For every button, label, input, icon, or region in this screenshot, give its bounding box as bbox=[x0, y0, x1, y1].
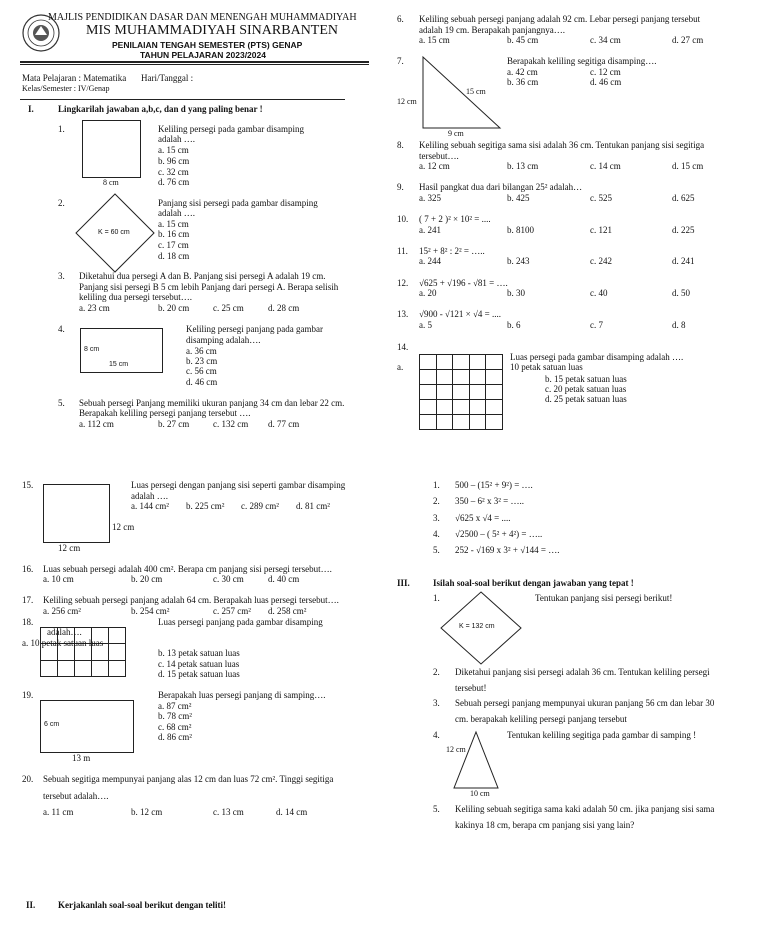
q14-option-b[interactable]: b. 15 petak satuan luas bbox=[545, 374, 627, 384]
s2-item-3-num: 3. bbox=[433, 513, 440, 523]
q17-num: 17. bbox=[22, 595, 34, 605]
q17-text1: Keliling sebuah persegi panjang adalah 64 cm. Berapakah luas persegi tersebut…. bbox=[43, 595, 339, 605]
q3-option-b[interactable]: b. 20 cm bbox=[158, 303, 190, 313]
q7-fig-hyp: 15 cm bbox=[466, 87, 486, 96]
q8-option-b[interactable]: b. 13 cm bbox=[507, 161, 539, 171]
q13-num: 13. bbox=[397, 309, 409, 319]
q6-option-b[interactable]: b. 45 cm bbox=[507, 35, 539, 45]
q14-option-d[interactable]: d. 25 petak satuan luas bbox=[545, 394, 627, 404]
q10-num: 10. bbox=[397, 214, 409, 224]
q3-num: 3. bbox=[58, 271, 65, 281]
q10-expr: ( 7 + 2 )² × 10² = .... bbox=[419, 214, 491, 224]
s2-item-4-expr: √2500 – ( 5² + 4²) = ….. bbox=[455, 529, 543, 539]
q1-square-figure bbox=[82, 120, 141, 178]
q12-option-b[interactable]: b. 30 bbox=[507, 288, 525, 298]
q8-option-a[interactable]: a. 12 cm bbox=[419, 161, 450, 171]
q15-text1: Luas persegi dengan panjang sisi seperti gambar disamping bbox=[131, 480, 346, 490]
q4-num: 4. bbox=[58, 324, 65, 334]
s3q4-triangle-figure bbox=[453, 731, 499, 789]
q14-a-label: a. bbox=[397, 362, 404, 372]
q20-text1: Sebuah segitiga mempunyai panjang alas 12 cm dan luas 72 cm². Tinggi segitiga bbox=[43, 774, 334, 784]
q12-option-a[interactable]: a. 20 bbox=[419, 288, 437, 298]
q2-text2: adalah …. bbox=[158, 208, 195, 218]
s2-item-5-num: 5. bbox=[433, 545, 440, 555]
q9-option-a[interactable]: a. 325 bbox=[419, 193, 441, 203]
q9-option-c[interactable]: c. 525 bbox=[590, 193, 612, 203]
q4-text2: disamping adalah…. bbox=[186, 335, 261, 345]
q16-option-a[interactable]: a. 10 cm bbox=[43, 574, 74, 584]
s3q5-num: 5. bbox=[433, 804, 440, 814]
q20-text2: tersebut adalah…. bbox=[43, 791, 109, 801]
q12-expr: √625 + √196 - √81 = …. bbox=[419, 278, 508, 288]
q20-option-a[interactable]: a. 11 cm bbox=[43, 807, 74, 817]
q2-fig-label: K = 60 cm bbox=[98, 229, 130, 236]
s2-item-1-num: 1. bbox=[433, 480, 440, 490]
q1-option-a[interactable]: a. 15 cm bbox=[158, 145, 189, 155]
q13-option-a[interactable]: a. 5 bbox=[419, 320, 432, 330]
q9-option-b[interactable]: b. 425 bbox=[507, 193, 530, 203]
section2-num: II. bbox=[26, 900, 36, 910]
q12-option-c[interactable]: c. 40 bbox=[590, 288, 608, 298]
s3q3-text1: Sebuah persegi panjang mempunyai ukuran panjang 56 cm dan lebar 30 bbox=[455, 698, 715, 708]
q2-option-b[interactable]: b. 16 cm bbox=[158, 229, 190, 239]
q7-num: 7. bbox=[397, 56, 404, 66]
section3-num: III. bbox=[397, 578, 410, 588]
info-mapel: Mata Pelajaran : Matematika bbox=[22, 73, 127, 83]
q7-fig-w: 9 cm bbox=[448, 129, 464, 138]
s2-item-1-expr: 500 – (15² + 9²) = …. bbox=[455, 480, 533, 490]
s3q5-text2: kakinya 18 cm, berapa cm panjang sisi yang lain? bbox=[455, 820, 635, 830]
q16-option-c[interactable]: c. 30 cm bbox=[213, 574, 244, 584]
s2-item-3-expr: √625 x √4 = .... bbox=[455, 513, 511, 523]
s3q2-text1: Diketahui panjang sisi persegi adalah 36 cm. Tentukan keliling persegi bbox=[455, 667, 710, 677]
q5-text1: Sebuah persegi Panjang memiliki ukuran panjang 34 cm dan lebar 22 cm. bbox=[79, 398, 345, 408]
q18-option-a[interactable]: a. 10 petak satuan luas bbox=[22, 638, 104, 648]
q6-option-d[interactable]: d. 27 cm bbox=[672, 35, 704, 45]
q4-option-d[interactable]: d. 46 cm bbox=[186, 377, 218, 387]
q9-option-d[interactable]: d. 625 bbox=[672, 193, 695, 203]
q16-option-b[interactable]: b. 20 cm bbox=[131, 574, 163, 584]
q18-option-c[interactable]: c. 14 petak satuan luas bbox=[158, 659, 240, 669]
q1-num: 1. bbox=[58, 124, 65, 134]
q15-option-a[interactable]: a. 144 cm² bbox=[131, 501, 169, 511]
s3q4-num: 4. bbox=[433, 730, 440, 740]
s3q4-text: Tentukan keliling segitiga pada gambar di samping ! bbox=[507, 730, 697, 740]
q19-fig-h: 6 cm bbox=[44, 721, 60, 728]
info-kelas: Kelas/Semester : IV/Genap bbox=[22, 84, 110, 93]
info-rule bbox=[20, 99, 345, 100]
q5-option-c[interactable]: c. 132 cm bbox=[213, 419, 249, 429]
q1-text1: Keliling persegi pada gambar disamping bbox=[158, 124, 304, 134]
s3q5-text1: Keliling sebuah segitiga sama kaki adalah 50 cm. jika panjang sisi sama bbox=[455, 804, 715, 814]
q5-option-a[interactable]: a. 112 cm bbox=[79, 419, 114, 429]
q11-option-a[interactable]: a. 244 bbox=[419, 256, 441, 266]
q2-option-a[interactable]: a. 15 cm bbox=[158, 219, 189, 229]
q20-option-b[interactable]: b. 12 cm bbox=[131, 807, 163, 817]
q9-num: 9. bbox=[397, 182, 404, 192]
q2-option-c[interactable]: c. 17 cm bbox=[158, 240, 189, 250]
q8-text1: Keliling sebuah segitiga sama sisi adalah 36 cm. Tentukan panjang sisi segitiga bbox=[419, 140, 705, 150]
q8-text2: tersebut…. bbox=[419, 151, 459, 161]
q15-num: 15. bbox=[22, 480, 34, 490]
q4-option-a[interactable]: a. 36 cm bbox=[186, 346, 217, 356]
q11-option-b[interactable]: b. 243 bbox=[507, 256, 530, 266]
q5-option-d[interactable]: d. 77 cm bbox=[268, 419, 300, 429]
q3-text2: Panjang sisi persegi B 5 cm lebih Panjang dari persegi A. Berapa selisih bbox=[79, 282, 339, 292]
header-org: MAJLIS PENDIDIKAN DASAR DAN MENENGAH MUHAMMADIYAH bbox=[48, 12, 357, 23]
header-year: TAHUN PELAJARAN 2023/2024 bbox=[140, 50, 266, 60]
q8-num: 8. bbox=[397, 140, 404, 150]
q19-text1: Berapakah luas persegi panjang di samping…. bbox=[158, 690, 326, 700]
q18-option-d[interactable]: d. 15 petak satuan luas bbox=[158, 669, 240, 679]
q14-text1: Luas persegi pada gambar disamping adalah …. bbox=[510, 352, 684, 362]
q4-fig-w: 15 cm bbox=[109, 361, 129, 368]
q15-option-d[interactable]: d. 81 cm² bbox=[296, 501, 330, 511]
header-rule bbox=[20, 61, 369, 63]
s3q2-num: 2. bbox=[433, 667, 440, 677]
q15-fig-w: 12 cm bbox=[58, 543, 81, 553]
q15-square-figure bbox=[43, 484, 110, 543]
s3q2-text2: tersebut! bbox=[455, 683, 487, 693]
q2-option-d[interactable]: d. 18 cm bbox=[158, 251, 190, 261]
q2-num: 2. bbox=[58, 198, 65, 208]
q11-option-c[interactable]: c. 242 bbox=[590, 256, 612, 266]
q7-option-d[interactable]: d. 46 cm bbox=[590, 77, 622, 87]
q18-num: 18. bbox=[22, 617, 34, 627]
q10-option-b[interactable]: b. 8100 bbox=[507, 225, 534, 235]
q19-option-a[interactable]: a. 87 cm² bbox=[158, 701, 192, 711]
q11-expr: 15² + 8² : 2² = ….. bbox=[419, 246, 485, 256]
q19-num: 19. bbox=[22, 690, 34, 700]
q8-option-c[interactable]: c. 14 cm bbox=[590, 161, 621, 171]
q18-option-b[interactable]: b. 13 petak satuan luas bbox=[158, 648, 240, 658]
q7-option-b[interactable]: b. 36 cm bbox=[507, 77, 539, 87]
header-exam: PENILAIAN TENGAH SEMESTER (PTS) GENAP bbox=[112, 40, 303, 50]
info-tanggal: Hari/Tanggal : bbox=[141, 73, 194, 83]
q11-num: 11. bbox=[397, 246, 408, 256]
header-school: MIS MUHAMMADIYAH SINARBANTEN bbox=[86, 23, 339, 38]
q1-option-b[interactable]: b. 96 cm bbox=[158, 156, 190, 166]
section1-title: Lingkarilah jawaban a,b,c, dan d yang paling benar ! bbox=[58, 104, 263, 114]
q4-option-b[interactable]: b. 23 cm bbox=[186, 356, 218, 366]
q2-text1: Panjang sisi persegi pada gambar disamping bbox=[158, 198, 318, 208]
q16-num: 16. bbox=[22, 564, 34, 574]
s3q1-text: Tentukan panjang sisi persegi berikut! bbox=[535, 593, 673, 603]
q11-option-d[interactable]: d. 241 bbox=[672, 256, 695, 266]
q13-option-d[interactable]: d. 8 bbox=[672, 320, 686, 330]
q14-num: 14. bbox=[397, 342, 409, 352]
q5-num: 5. bbox=[58, 398, 65, 408]
q3-option-d[interactable]: d. 28 cm bbox=[268, 303, 300, 313]
q5-text2: Berapakah keliling persegi panjang tersebut …. bbox=[79, 408, 251, 418]
q8-option-d[interactable]: d. 15 cm bbox=[672, 161, 704, 171]
q10-option-c[interactable]: c. 121 bbox=[590, 225, 612, 235]
q3-text1: Diketahui dua persegi A dan B. Panjang sisi persegi A adalah 19 cm. bbox=[79, 271, 326, 281]
q18-text1: Luas persegi panjang pada gambar disamping bbox=[158, 617, 323, 627]
q1-fig-label: 8 cm bbox=[103, 178, 119, 187]
q6-num: 6. bbox=[397, 14, 404, 24]
s3q1-num: 1. bbox=[433, 593, 440, 603]
q16-option-d[interactable]: d. 40 cm bbox=[268, 574, 300, 584]
q19-option-b[interactable]: b. 78 cm² bbox=[158, 711, 192, 721]
s2-item-2-num: 2. bbox=[433, 496, 440, 506]
q6-option-a[interactable]: a. 15 cm bbox=[419, 35, 450, 45]
q15-text2: adalah …. bbox=[131, 491, 168, 501]
s2-item-4-num: 4. bbox=[433, 529, 440, 539]
q4-text1: Keliling persegi panjang pada gambar bbox=[186, 324, 323, 334]
q7-triangle-figure bbox=[422, 56, 502, 130]
q18-text2: adalah…. bbox=[47, 627, 82, 637]
section3-title: Isilah soal-soal berikut dengan jawaban yang tepat ! bbox=[433, 578, 634, 588]
q20-option-d[interactable]: d. 14 cm bbox=[276, 807, 308, 817]
q3-text3: keliling dua persegi tersebut…. bbox=[79, 292, 192, 302]
header-rule-thin bbox=[20, 64, 369, 65]
q3-option-a[interactable]: a. 23 cm bbox=[79, 303, 110, 313]
q6-text1: Keliling sebuah persegi panjang adalah 92 cm. Lebar persegi panjang tersebut bbox=[419, 14, 701, 24]
q17-option-b[interactable]: b. 254 cm² bbox=[131, 606, 170, 616]
q15-option-b[interactable]: b. 225 cm² bbox=[186, 501, 225, 511]
q17-option-c[interactable]: c. 257 cm² bbox=[213, 606, 251, 616]
q7-option-a[interactable]: a. 42 cm bbox=[507, 67, 538, 77]
q6-option-c[interactable]: c. 34 cm bbox=[590, 35, 621, 45]
q7-text1: Berapakah keliling segitiga disamping…. bbox=[507, 56, 657, 66]
q13-expr: √900 - √121 × √4 = .... bbox=[419, 309, 501, 319]
s2-item-2-expr: 350 – 6² x 3² = ….. bbox=[455, 496, 524, 506]
q9-text1: Hasil pangkat dua dari bilangan 25² adalah… bbox=[419, 182, 583, 192]
q17-option-d[interactable]: d. 258 cm² bbox=[268, 606, 307, 616]
q14-option-c[interactable]: c. 20 petak satuan luas bbox=[545, 384, 627, 394]
q1-option-c[interactable]: c. 32 cm bbox=[158, 167, 189, 177]
q14-option-a[interactable]: 10 petak satuan luas bbox=[510, 362, 583, 372]
q13-option-b[interactable]: b. 6 bbox=[507, 320, 521, 330]
s3q3-text2: cm. berapakah keliling persegi panjang tersebut bbox=[455, 714, 627, 724]
q14-grid-figure bbox=[419, 354, 503, 430]
q12-num: 12. bbox=[397, 278, 409, 288]
q7-option-c[interactable]: c. 12 cm bbox=[590, 67, 621, 77]
q16-text1: Luas sebuah persegi adalah 400 cm². Berapa cm panjang sisi persegi tersebut…. bbox=[43, 564, 332, 574]
q19-option-d[interactable]: d. 86 cm² bbox=[158, 732, 192, 742]
q1-text2: adalah …. bbox=[158, 134, 195, 144]
s2-item-5-expr: 252 - √169 x 3² + √144 = …. bbox=[455, 545, 560, 555]
q15-option-c[interactable]: c. 289 cm² bbox=[241, 501, 279, 511]
section1-num: I. bbox=[28, 104, 34, 114]
q10-option-d[interactable]: d. 225 bbox=[672, 225, 695, 235]
q10-option-a[interactable]: a. 241 bbox=[419, 225, 441, 235]
q6-text2: adalah 19 cm. Berapakah panjangnya…. bbox=[419, 25, 565, 35]
q19-option-c[interactable]: c. 68 cm² bbox=[158, 722, 192, 732]
section2-title: Kerjakanlah soal-soal berikut dengan teliti! bbox=[58, 900, 227, 910]
s3q4-fig-side: 12 cm bbox=[446, 745, 466, 754]
s3q3-num: 3. bbox=[433, 698, 440, 708]
q13-option-c[interactable]: c. 7 bbox=[590, 320, 603, 330]
q15-fig-h: 12 cm bbox=[112, 522, 135, 532]
q7-fig-h: 12 cm bbox=[397, 97, 417, 106]
q4-option-c[interactable]: c. 56 cm bbox=[186, 366, 217, 376]
q1-option-d[interactable]: d. 76 cm bbox=[158, 177, 190, 187]
s3q4-fig-base: 10 cm bbox=[470, 789, 490, 798]
q20-num: 20. bbox=[22, 774, 34, 784]
q20-option-c[interactable]: c. 13 cm bbox=[213, 807, 244, 817]
s3q1-fig-label: K = 132 cm bbox=[459, 623, 495, 630]
q17-option-a[interactable]: a. 256 cm² bbox=[43, 606, 81, 616]
q4-fig-h: 8 cm bbox=[84, 346, 100, 353]
q5-option-b[interactable]: b. 27 cm bbox=[158, 419, 190, 429]
q3-option-c[interactable]: c. 25 cm bbox=[213, 303, 244, 313]
q12-option-d[interactable]: d. 50 bbox=[672, 288, 690, 298]
q19-fig-w: 13 m bbox=[72, 753, 91, 763]
